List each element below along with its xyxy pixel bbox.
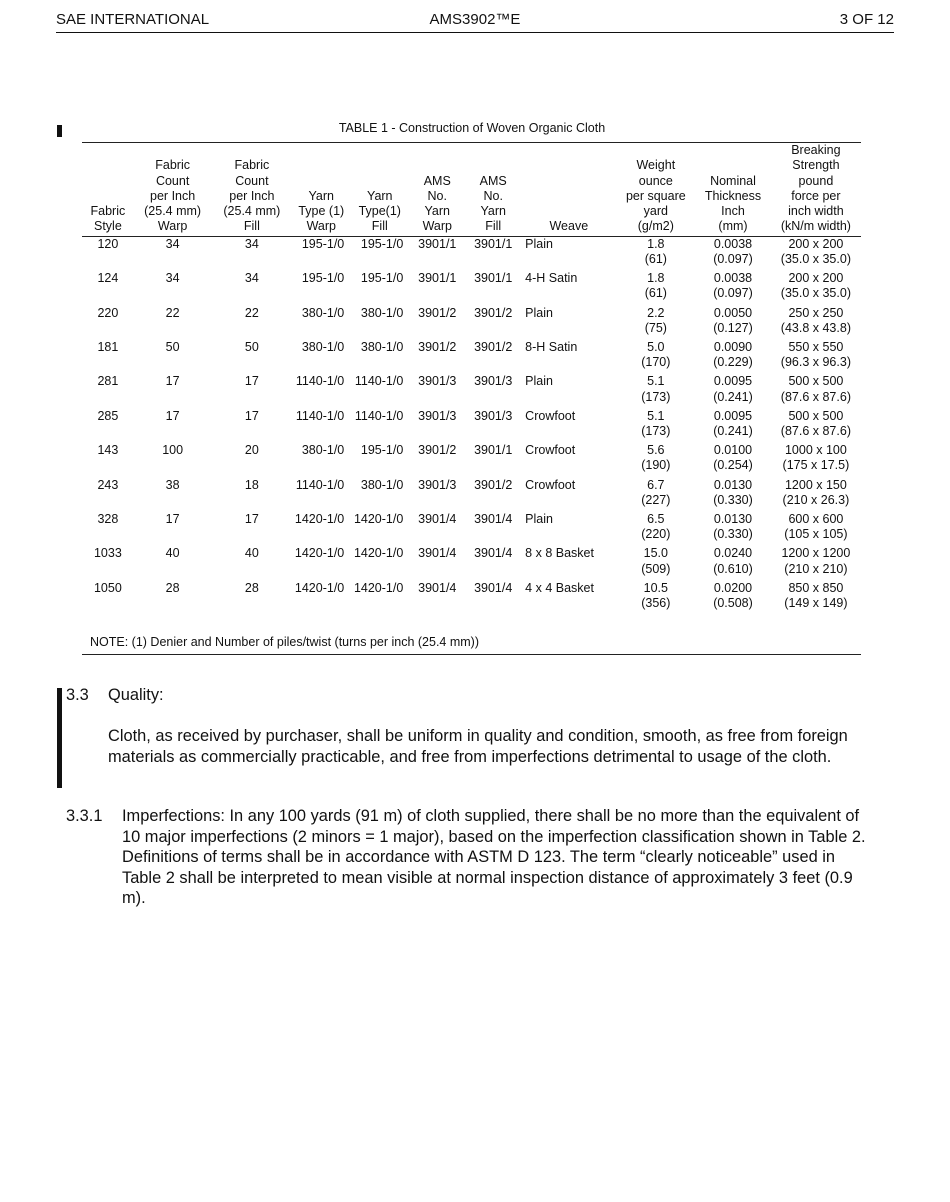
table-cell: 143: [97, 443, 119, 458]
table-cell-line: (509): [641, 561, 671, 576]
table-cell-line: 15.0: [643, 546, 668, 561]
table-cell-line: (105 x 105): [784, 527, 848, 542]
column-header-line: (25.4 mm): [144, 204, 202, 219]
table-cell: [771, 581, 861, 617]
column-header-line: inch width: [788, 204, 844, 219]
column-header-line: Warp: [422, 219, 452, 234]
column-header-line: No.: [483, 188, 503, 203]
column-header-line: Yarn: [308, 188, 334, 203]
section-number: 3.3: [66, 686, 89, 704]
table-cell: 3901/3: [474, 374, 513, 389]
table-cell: Crowfoot: [525, 477, 576, 492]
table-cell: 40: [244, 546, 259, 561]
table-cell: 28: [244, 580, 259, 595]
table-cell: 3901/4: [418, 580, 457, 595]
table-bottom-rule: [82, 654, 861, 655]
column-header-line: Warp: [157, 219, 188, 234]
column-header-line: Fabric: [90, 204, 126, 219]
table-cell-line: 5.1: [647, 408, 665, 423]
table-cell: [695, 271, 771, 305]
table-cell: 220: [97, 305, 119, 320]
table-cell: 17: [165, 374, 180, 389]
table-cell: 1420-1/0: [294, 580, 345, 595]
table-cell-line: 550 x 550: [788, 339, 844, 354]
column-header-line: Count: [235, 173, 269, 188]
table-cell-line: 0.0095: [713, 408, 753, 423]
table-cell: 380-1/0: [301, 305, 345, 320]
table-cell: 1420-1/0: [294, 546, 345, 561]
table-cell-line: 0.0050: [713, 305, 753, 320]
table-cell-line: 500 x 500: [788, 374, 844, 389]
table-cell: Plain: [525, 305, 553, 320]
column-header-line: (mm): [718, 219, 748, 234]
header-page-number: 3 OF 12: [839, 11, 894, 28]
table-cell: 3901/2: [474, 305, 513, 320]
table-cell: [616, 581, 695, 617]
column-header-line: Yarn: [367, 188, 393, 203]
table-cell-line: (149 x 149): [784, 595, 848, 610]
column-header-line: Weight: [636, 158, 676, 173]
table-cell: 3901/4: [474, 546, 513, 561]
table-cell-line: 0.0038: [713, 271, 753, 286]
table-cell-line: (75): [644, 320, 667, 335]
table-cell-line: (0.330): [713, 527, 753, 542]
table-cell-line: (0.229): [713, 355, 753, 370]
column-header-line: Fill: [243, 219, 260, 234]
table-cell-line: (0.610): [713, 561, 753, 576]
column-header: [82, 143, 134, 237]
table-cell: 181: [97, 339, 119, 354]
table-cell: 17: [244, 408, 259, 423]
table-cell: 3901/1: [418, 236, 457, 251]
table-cell: [695, 512, 771, 546]
table-cell-line: (0.330): [713, 492, 753, 507]
table-cell: 34: [165, 236, 180, 251]
table-row: [82, 478, 861, 512]
table-cell: [695, 443, 771, 477]
table-cell-line: (0.508): [713, 595, 753, 610]
column-header: [521, 143, 616, 237]
table-cell: [695, 306, 771, 340]
column-header-line: (kN/m width): [780, 219, 851, 234]
table-cell: 3901/2: [418, 305, 457, 320]
table-cell-line: 0.0130: [713, 511, 753, 526]
table-cell: [616, 443, 695, 477]
column-header-line: Fabric: [234, 158, 270, 173]
table-cell-line: 1.8: [647, 236, 665, 251]
table-cell: 28: [165, 580, 180, 595]
table-cell: [616, 409, 695, 443]
table-cell-line: (0.254): [713, 458, 753, 473]
table-cell: 124: [97, 271, 119, 286]
table-cell: [695, 340, 771, 374]
table-cell: 38: [165, 477, 180, 492]
column-header-line: Inch: [721, 204, 745, 219]
table-cell: 380-1/0: [360, 305, 404, 320]
table-cell: 195-1/0: [360, 236, 404, 251]
table-cell: 195-1/0: [301, 236, 345, 251]
column-header-line: Type (1): [298, 204, 345, 219]
table-cell: 195-1/0: [301, 271, 345, 286]
table-cell: [771, 236, 861, 271]
table-cell: [771, 546, 861, 580]
table-cell: [616, 546, 695, 580]
table-cell: 3901/2: [474, 477, 513, 492]
table-cell-line: 0.0100: [713, 443, 753, 458]
table-row: [82, 546, 861, 580]
table-cell-line: 0.0095: [713, 374, 753, 389]
section-3-3-paragraph: Cloth, as received by purchaser, shall be uniform in quality and condition, smooth, as free from foreign materials as commercially practicable, and free from imperfections detrimental to usage of the cloth.: [108, 727, 848, 766]
column-header: [465, 143, 521, 237]
table-cell: 380-1/0: [301, 339, 345, 354]
table-cell-line: 0.0038: [713, 236, 753, 251]
table-cell: [771, 478, 861, 512]
table-cell: 17: [165, 408, 180, 423]
table-cell: 1420-1/0: [353, 580, 404, 595]
table-cell-line: (190): [641, 458, 671, 473]
table-cell-line: (227): [641, 492, 671, 507]
table-cell: 34: [165, 271, 180, 286]
table-cell-line: 1200 x 1200: [781, 546, 851, 561]
table-cell-line: 2.2: [647, 305, 665, 320]
table-cell-line: (173): [641, 424, 671, 439]
column-header-line: Fabric: [155, 158, 190, 173]
table-cell: 4 x 4 Basket: [525, 580, 594, 595]
table-cell: 3901/1: [474, 236, 513, 251]
column-header-line: No.: [427, 188, 447, 203]
table-row: [82, 409, 861, 443]
section-3-3-1-paragraph: Imperfections: In any 100 yards (91 m) of cloth supplied, there shall be no more than the equivalent of 10 major imperfections (2 minors = 1 major), based on the imperfection classification shown in Table 2. Definitions of terms shall be in accordance with ASTM D 123. The term “clearly noticeable” used in Table 2 shall be interpreted to mean visible at normal inspection distance of approximately 3 feet (0.9 m).: [122, 807, 866, 907]
table-cell: [695, 581, 771, 617]
table-cell-line: (43.8 x 43.8): [780, 320, 851, 335]
column-header: [409, 143, 465, 237]
table-cell: 20: [244, 443, 259, 458]
table-cell-line: 10.5: [643, 580, 668, 595]
column-header-line: (25.4 mm): [223, 204, 281, 219]
table-cell: 1420-1/0: [353, 546, 404, 561]
header-document-number: AMS3902™E: [429, 11, 521, 28]
table-cell: 328: [97, 511, 119, 526]
table-cell: 3901/4: [474, 511, 513, 526]
table-title: TABLE 1 - Construction of Woven Organic Cloth: [338, 121, 606, 135]
revision-change-bar: [57, 125, 62, 137]
column-header: [211, 143, 292, 237]
table-row: [82, 306, 861, 340]
table-cell: 22: [165, 305, 180, 320]
table-cell: 195-1/0: [360, 271, 404, 286]
table-cell: Crowfoot: [525, 408, 576, 423]
table-cell-line: 6.5: [647, 511, 665, 526]
table-cell: 3901/1: [474, 443, 513, 458]
column-header: [695, 143, 771, 237]
page-header: [56, 8, 894, 33]
column-header: [350, 143, 409, 237]
table-cell: [695, 478, 771, 512]
table-cell: Plain: [525, 236, 553, 251]
table-cell: 3901/1: [474, 271, 513, 286]
table-cell-line: (35.0 x 35.0): [780, 252, 851, 267]
table-cell-line: 5.1: [647, 374, 665, 389]
table-cell: 3901/3: [418, 374, 457, 389]
table-cell: [695, 409, 771, 443]
revision-change-bar: [57, 688, 62, 788]
table-cell-line: 6.7: [647, 477, 665, 492]
table-cell: 3901/4: [418, 546, 457, 561]
column-header: [134, 143, 212, 237]
column-header-line: Fill: [371, 219, 388, 234]
table-cell: [771, 340, 861, 374]
column-header-line: Style: [93, 219, 122, 234]
column-header-line: AMS: [423, 173, 451, 188]
column-header-line: force per: [791, 188, 841, 203]
table-cell: Plain: [525, 511, 553, 526]
table-cell-line: (96.3 x 96.3): [780, 355, 851, 370]
column-header: [616, 143, 695, 237]
table-cell-line: 600 x 600: [788, 511, 844, 526]
table-row: [82, 340, 861, 374]
table-cell: [771, 443, 861, 477]
table-cell-line: 500 x 500: [788, 408, 844, 423]
table-cell: 100: [162, 443, 184, 458]
table-cell-line: 850 x 850: [788, 580, 844, 595]
table-cell: 1420-1/0: [353, 511, 404, 526]
column-header-line: Type(1): [358, 204, 401, 219]
table-cell-line: 0.0130: [713, 477, 753, 492]
table-cell: 8-H Satin: [525, 339, 578, 354]
table-cell: [616, 478, 695, 512]
column-header-line: Thickness: [704, 188, 762, 203]
table-cell: 3901/2: [474, 339, 513, 354]
column-header-line: Yarn: [424, 204, 450, 219]
table-cell: 380-1/0: [360, 477, 404, 492]
table-cell: 1033: [93, 546, 122, 561]
column-header-line: AMS: [479, 173, 507, 188]
table-cell: 22: [244, 305, 259, 320]
table-cell: [695, 236, 771, 271]
column-header-line: Warp: [306, 219, 336, 234]
table-cell: 3901/3: [418, 477, 457, 492]
column-header-line: yard: [643, 204, 668, 219]
table-cell-line: 200 x 200: [788, 236, 844, 251]
table-cell: 8 x 8 Basket: [525, 546, 594, 561]
table-cell-line: (170): [641, 355, 671, 370]
table-cell-line: (0.097): [713, 252, 753, 267]
table-cell-line: 0.0200: [713, 580, 753, 595]
table-cell: [695, 374, 771, 408]
table-cell: 17: [244, 511, 259, 526]
column-header-line: Yarn: [480, 204, 506, 219]
table-row: [82, 443, 861, 477]
column-header: [771, 143, 861, 237]
table-cell: 120: [97, 236, 119, 251]
column-header-line: per Inch: [150, 188, 196, 203]
column-header-line: Weave: [549, 219, 589, 234]
column-header-line: per square: [625, 188, 686, 203]
table-cell-line: 250 x 250: [788, 305, 844, 320]
table-cell-line: (210 x 210): [784, 561, 848, 576]
table-cell: Crowfoot: [525, 443, 576, 458]
table-cell: 50: [165, 339, 180, 354]
header-organization: SAE INTERNATIONAL: [56, 11, 210, 28]
column-header-line: Nominal: [710, 173, 756, 188]
table-cell: 285: [97, 408, 119, 423]
table-cell: 4-H Satin: [525, 271, 578, 286]
column-header-line: per Inch: [229, 188, 275, 203]
table-row: [82, 236, 861, 271]
table-row: [82, 512, 861, 546]
table-cell: 3901/1: [418, 271, 457, 286]
table-cell: 3901/3: [474, 408, 513, 423]
table-cell: 1140-1/0: [295, 408, 345, 423]
table-cell-line: (175 x 17.5): [782, 458, 850, 473]
table-cell-line: (87.6 x 87.6): [780, 389, 851, 404]
table-row: [82, 581, 861, 617]
table-cell: [616, 271, 695, 305]
table-cell: 3901/4: [474, 580, 513, 595]
table-cell: 18: [244, 477, 259, 492]
table-cell-line: (220): [641, 527, 671, 542]
table-cell-line: (61): [644, 252, 667, 267]
table-cell-line: 5.0: [647, 339, 665, 354]
table-row: [82, 374, 861, 408]
table-cell-line: 1000 x 100: [784, 443, 847, 458]
table-cell-line: (35.0 x 35.0): [780, 286, 851, 301]
table-cell: 17: [244, 374, 259, 389]
column-header-line: ounce: [638, 173, 673, 188]
column-header: [292, 143, 350, 237]
table-cell-line: 0.0240: [713, 546, 753, 561]
table-cell: 1140-1/0: [295, 374, 345, 389]
table-cell: 1140-1/0: [354, 408, 404, 423]
table-cell: [695, 546, 771, 580]
table-cell-line: 5.6: [647, 443, 665, 458]
table-cell: [771, 374, 861, 408]
table-cell-line: 0.0090: [713, 339, 753, 354]
table-cell: 3901/2: [418, 443, 457, 458]
table-cell: [616, 374, 695, 408]
table-cell-line: (356): [641, 595, 671, 610]
table-cell: 40: [165, 546, 180, 561]
table-cell: [771, 271, 861, 305]
table-cell: [616, 512, 695, 546]
table-cell: [616, 340, 695, 374]
table-cell: 243: [97, 477, 119, 492]
table-cell: 3901/4: [418, 511, 457, 526]
column-header-line: Strength: [792, 158, 840, 173]
table-cell: [771, 409, 861, 443]
table-cell: 281: [97, 374, 119, 389]
column-header-line: pound: [798, 173, 834, 188]
table-cell: [616, 236, 695, 271]
table-cell: 17: [165, 511, 180, 526]
table-cell: 1420-1/0: [294, 511, 345, 526]
table-cell: 3901/2: [418, 339, 457, 354]
table-cell: 3901/3: [418, 408, 457, 423]
table-cell-line: (87.6 x 87.6): [780, 424, 851, 439]
table-cell-line: (61): [644, 286, 667, 301]
table-cell-line: (0.097): [713, 286, 753, 301]
column-header-line: Count: [155, 173, 190, 188]
table-cell-line: (0.241): [713, 424, 753, 439]
table-cell-line: 1200 x 150: [784, 477, 847, 492]
section-title: Quality:: [108, 686, 164, 704]
table-cell: 380-1/0: [301, 443, 345, 458]
table-cell: 50: [244, 339, 259, 354]
construction-table: [82, 142, 861, 617]
table-note: NOTE: (1) Denier and Number of piles/twist (turns per inch (25.4 mm)): [90, 635, 480, 649]
column-header-line: Fill: [485, 219, 502, 234]
column-header-line: (g/m2): [637, 219, 674, 234]
table-cell: 380-1/0: [360, 339, 404, 354]
table-cell-line: (0.127): [713, 320, 753, 335]
section-number: 3.3.1: [66, 807, 103, 825]
table-cell-line: 200 x 200: [788, 271, 844, 286]
table-cell: [771, 512, 861, 546]
table-cell: [771, 306, 861, 340]
table-cell-line: (0.241): [713, 389, 753, 404]
table-cell: 1140-1/0: [295, 477, 345, 492]
table-cell: [616, 306, 695, 340]
table-header-row: [82, 143, 861, 237]
table-cell-line: 1.8: [647, 271, 665, 286]
table-cell: Plain: [525, 374, 553, 389]
table-cell: 1050: [93, 580, 122, 595]
table-row: [82, 271, 861, 305]
column-header-line: Breaking: [791, 143, 841, 157]
table-cell: 1140-1/0: [354, 374, 404, 389]
table-cell: 34: [244, 236, 259, 251]
table-cell: 34: [244, 271, 259, 286]
table-cell: 195-1/0: [360, 443, 404, 458]
table-cell-line: (173): [641, 389, 671, 404]
table-cell-line: (210 x 26.3): [782, 492, 850, 507]
